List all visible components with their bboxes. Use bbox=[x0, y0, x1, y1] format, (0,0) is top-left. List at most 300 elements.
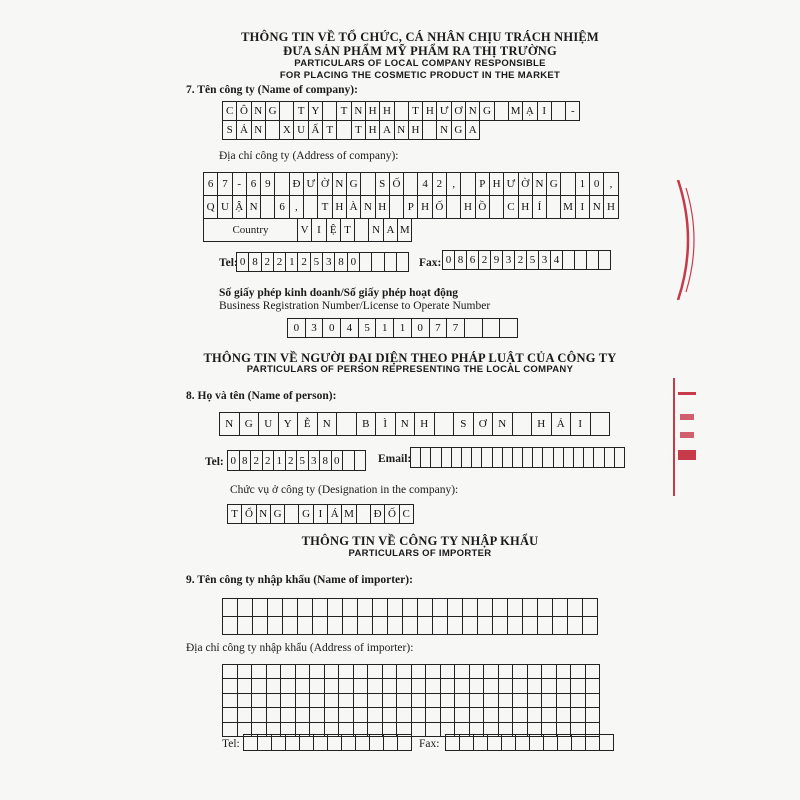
char-box[interactable]: 3 bbox=[309, 451, 321, 471]
importer-name-line1-boxes[interactable] bbox=[222, 598, 598, 617]
char-box[interactable] bbox=[568, 599, 583, 617]
char-box[interactable]: H bbox=[380, 102, 394, 121]
char-box[interactable] bbox=[568, 617, 583, 635]
char-box[interactable] bbox=[455, 708, 470, 722]
char-box[interactable] bbox=[343, 617, 358, 635]
importer-address-row[interactable] bbox=[222, 679, 600, 693]
importer-tel-boxes[interactable] bbox=[243, 734, 412, 751]
char-box[interactable]: N bbox=[252, 102, 266, 121]
char-box[interactable] bbox=[313, 599, 328, 617]
char-box[interactable]: 7 bbox=[447, 319, 465, 338]
char-box[interactable] bbox=[223, 599, 238, 617]
char-box[interactable] bbox=[488, 735, 502, 751]
char-box[interactable]: T bbox=[337, 102, 351, 121]
char-box[interactable]: N bbox=[533, 173, 547, 196]
char-box[interactable]: 6 bbox=[247, 173, 261, 196]
char-box[interactable] bbox=[594, 448, 604, 468]
char-box[interactable]: 9 bbox=[261, 173, 275, 196]
char-box[interactable] bbox=[223, 665, 238, 679]
char-box[interactable]: B bbox=[357, 413, 377, 436]
char-box[interactable]: I bbox=[538, 102, 552, 121]
char-box[interactable] bbox=[483, 319, 501, 338]
char-box[interactable] bbox=[339, 679, 354, 693]
char-box[interactable]: Ư bbox=[437, 102, 451, 121]
char-box[interactable] bbox=[426, 665, 441, 679]
char-box[interactable]: U bbox=[294, 121, 308, 140]
char-box[interactable] bbox=[383, 708, 398, 722]
char-box[interactable]: T bbox=[352, 121, 366, 140]
char-box[interactable] bbox=[584, 448, 594, 468]
char-box[interactable]: U bbox=[218, 196, 232, 219]
char-box[interactable] bbox=[370, 735, 384, 751]
char-box[interactable] bbox=[368, 694, 383, 708]
char-box[interactable] bbox=[238, 599, 253, 617]
char-box[interactable] bbox=[325, 679, 340, 693]
char-box[interactable] bbox=[513, 448, 523, 468]
char-box[interactable]: H bbox=[376, 196, 390, 219]
char-box[interactable]: 8 bbox=[455, 251, 467, 270]
char-box[interactable] bbox=[395, 102, 409, 121]
char-box[interactable]: G bbox=[240, 413, 260, 436]
char-box[interactable] bbox=[474, 735, 488, 751]
char-box[interactable] bbox=[328, 599, 343, 617]
char-box[interactable]: 2 bbox=[479, 251, 491, 270]
char-box[interactable]: 2 bbox=[515, 251, 527, 270]
char-box[interactable]: 2 bbox=[286, 451, 298, 471]
char-box[interactable] bbox=[339, 694, 354, 708]
importer-address-row[interactable] bbox=[222, 708, 600, 722]
char-box[interactable]: Í bbox=[533, 196, 547, 219]
char-box[interactable] bbox=[328, 735, 342, 751]
char-box[interactable] bbox=[528, 694, 543, 708]
char-box[interactable]: Ễ bbox=[298, 413, 318, 436]
char-box[interactable] bbox=[356, 735, 370, 751]
char-box[interactable] bbox=[538, 599, 553, 617]
char-box[interactable]: 0 bbox=[323, 319, 341, 338]
char-box[interactable]: 6 bbox=[204, 173, 218, 196]
char-box[interactable] bbox=[484, 708, 499, 722]
char-box[interactable]: N bbox=[252, 121, 266, 140]
char-box[interactable] bbox=[426, 679, 441, 693]
char-box[interactable]: - bbox=[566, 102, 580, 121]
char-box[interactable]: 3 bbox=[539, 251, 551, 270]
char-box[interactable]: M bbox=[561, 196, 575, 219]
char-box[interactable]: 5 bbox=[527, 251, 539, 270]
char-box[interactable] bbox=[543, 448, 553, 468]
char-box[interactable]: A bbox=[380, 121, 394, 140]
importer-address-boxes[interactable] bbox=[222, 664, 600, 737]
char-box[interactable]: G bbox=[299, 505, 313, 524]
char-box[interactable] bbox=[470, 679, 485, 693]
char-box[interactable]: Ư bbox=[504, 173, 518, 196]
char-box[interactable] bbox=[267, 694, 282, 708]
char-box[interactable] bbox=[493, 448, 503, 468]
char-box[interactable] bbox=[268, 599, 283, 617]
char-box[interactable] bbox=[499, 679, 514, 693]
char-box[interactable]: H bbox=[532, 413, 552, 436]
char-box[interactable]: G bbox=[347, 173, 361, 196]
char-box[interactable] bbox=[557, 708, 572, 722]
char-box[interactable]: Ạ bbox=[523, 102, 537, 121]
char-box[interactable]: H bbox=[519, 196, 533, 219]
char-box[interactable] bbox=[528, 665, 543, 679]
char-box[interactable]: , bbox=[604, 173, 618, 196]
char-box[interactable] bbox=[600, 735, 614, 751]
char-box[interactable] bbox=[591, 413, 611, 436]
char-box[interactable] bbox=[261, 196, 275, 219]
char-box[interactable] bbox=[385, 253, 397, 272]
char-box[interactable]: N bbox=[590, 196, 604, 219]
char-box[interactable] bbox=[586, 665, 601, 679]
char-box[interactable] bbox=[325, 694, 340, 708]
char-box[interactable]: N bbox=[395, 121, 409, 140]
char-box[interactable]: N bbox=[333, 173, 347, 196]
designation-boxes[interactable] bbox=[227, 504, 414, 524]
char-box[interactable]: Ờ bbox=[519, 173, 533, 196]
company-address-line2-boxes[interactable] bbox=[203, 195, 619, 219]
char-box[interactable] bbox=[325, 665, 340, 679]
char-box[interactable] bbox=[411, 448, 421, 468]
char-box[interactable]: Ô bbox=[237, 102, 251, 121]
char-box[interactable] bbox=[298, 599, 313, 617]
person-name-boxes[interactable] bbox=[219, 412, 610, 436]
char-box[interactable] bbox=[513, 708, 528, 722]
char-box[interactable]: S bbox=[223, 121, 237, 140]
char-box[interactable] bbox=[547, 196, 561, 219]
char-box[interactable]: Ì bbox=[376, 413, 396, 436]
char-box[interactable]: 0 bbox=[228, 451, 240, 471]
char-box[interactable] bbox=[478, 617, 493, 635]
char-box[interactable] bbox=[296, 694, 311, 708]
char-box[interactable]: N bbox=[493, 413, 513, 436]
char-box[interactable]: G bbox=[271, 505, 285, 524]
char-box[interactable] bbox=[310, 679, 325, 693]
char-box[interactable] bbox=[281, 694, 296, 708]
char-box[interactable] bbox=[557, 694, 572, 708]
char-box[interactable] bbox=[286, 735, 300, 751]
char-box[interactable]: T bbox=[294, 102, 308, 121]
char-box[interactable]: H bbox=[415, 413, 435, 436]
char-box[interactable]: Ả bbox=[237, 121, 251, 140]
char-box[interactable]: , bbox=[447, 173, 461, 196]
char-box[interactable]: 2 bbox=[263, 451, 275, 471]
char-box[interactable]: T bbox=[409, 102, 423, 121]
char-box[interactable] bbox=[354, 679, 369, 693]
char-box[interactable] bbox=[448, 617, 463, 635]
char-box[interactable]: - bbox=[233, 173, 247, 196]
char-box[interactable] bbox=[339, 665, 354, 679]
char-box[interactable] bbox=[267, 708, 282, 722]
char-box[interactable]: Q bbox=[204, 196, 218, 219]
char-box[interactable]: S bbox=[454, 413, 474, 436]
char-box[interactable] bbox=[238, 617, 253, 635]
char-box[interactable] bbox=[426, 723, 441, 737]
char-box[interactable]: Ả bbox=[552, 413, 572, 436]
char-box[interactable]: N bbox=[318, 413, 338, 436]
char-box[interactable]: 8 bbox=[249, 253, 261, 272]
char-box[interactable] bbox=[314, 735, 328, 751]
char-box[interactable] bbox=[339, 708, 354, 722]
char-box[interactable] bbox=[383, 679, 398, 693]
char-box[interactable] bbox=[571, 708, 586, 722]
char-box[interactable] bbox=[358, 617, 373, 635]
char-box[interactable] bbox=[538, 617, 553, 635]
char-box[interactable] bbox=[441, 694, 456, 708]
char-box[interactable] bbox=[587, 251, 599, 270]
char-box[interactable] bbox=[253, 599, 268, 617]
char-box[interactable] bbox=[223, 708, 238, 722]
char-box[interactable] bbox=[354, 665, 369, 679]
char-box[interactable] bbox=[398, 735, 412, 751]
char-box[interactable] bbox=[442, 448, 452, 468]
char-box[interactable] bbox=[484, 665, 499, 679]
char-box[interactable]: G bbox=[480, 102, 494, 121]
char-box[interactable] bbox=[373, 599, 388, 617]
char-box[interactable] bbox=[373, 617, 388, 635]
char-box[interactable]: G bbox=[452, 121, 466, 140]
char-box[interactable]: N bbox=[247, 196, 261, 219]
char-box[interactable] bbox=[455, 679, 470, 693]
company-fax-boxes[interactable] bbox=[442, 250, 611, 270]
char-box[interactable] bbox=[441, 665, 456, 679]
char-box[interactable] bbox=[455, 694, 470, 708]
char-box[interactable]: 0 bbox=[288, 319, 306, 338]
char-box[interactable] bbox=[508, 617, 523, 635]
char-box[interactable] bbox=[258, 735, 272, 751]
char-box[interactable]: H bbox=[333, 196, 347, 219]
char-box[interactable] bbox=[441, 679, 456, 693]
char-box[interactable] bbox=[586, 735, 600, 751]
char-box[interactable] bbox=[383, 665, 398, 679]
char-box[interactable]: 0 bbox=[348, 253, 360, 272]
char-box[interactable]: U bbox=[259, 413, 279, 436]
char-box[interactable]: 0 bbox=[443, 251, 455, 270]
char-box[interactable] bbox=[508, 599, 523, 617]
char-box[interactable] bbox=[554, 448, 564, 468]
char-box[interactable] bbox=[499, 708, 514, 722]
char-box[interactable] bbox=[516, 735, 530, 751]
char-box[interactable]: A bbox=[466, 121, 480, 140]
char-box[interactable]: 8 bbox=[240, 451, 252, 471]
char-box[interactable]: I bbox=[571, 413, 591, 436]
char-box[interactable] bbox=[513, 694, 528, 708]
char-box[interactable]: Ố bbox=[433, 196, 447, 219]
char-box[interactable] bbox=[252, 665, 267, 679]
char-box[interactable] bbox=[499, 665, 514, 679]
char-box[interactable] bbox=[470, 665, 485, 679]
country-boxes[interactable] bbox=[298, 219, 412, 242]
char-box[interactable] bbox=[421, 448, 431, 468]
char-box[interactable]: Ơ bbox=[474, 413, 494, 436]
char-box[interactable] bbox=[397, 253, 409, 272]
char-box[interactable] bbox=[300, 735, 314, 751]
char-box[interactable] bbox=[357, 505, 371, 524]
char-box[interactable] bbox=[390, 196, 404, 219]
char-box[interactable]: 4 bbox=[418, 173, 432, 196]
license-boxes[interactable] bbox=[287, 318, 518, 338]
char-box[interactable] bbox=[553, 617, 568, 635]
char-box[interactable] bbox=[298, 617, 313, 635]
char-box[interactable]: 3 bbox=[306, 319, 324, 338]
char-box[interactable] bbox=[455, 665, 470, 679]
char-box[interactable] bbox=[238, 679, 253, 693]
char-box[interactable]: 6 bbox=[467, 251, 479, 270]
char-box[interactable] bbox=[433, 617, 448, 635]
char-box[interactable]: 1 bbox=[576, 173, 590, 196]
char-box[interactable] bbox=[461, 173, 475, 196]
char-box[interactable] bbox=[418, 617, 433, 635]
char-box[interactable] bbox=[412, 723, 427, 737]
char-box[interactable]: H bbox=[366, 102, 380, 121]
char-box[interactable]: C bbox=[223, 102, 237, 121]
char-box[interactable] bbox=[397, 665, 412, 679]
char-box[interactable] bbox=[615, 448, 625, 468]
char-box[interactable] bbox=[244, 735, 258, 751]
char-box[interactable] bbox=[238, 665, 253, 679]
person-tel-boxes[interactable] bbox=[227, 450, 366, 471]
char-box[interactable] bbox=[355, 219, 369, 242]
char-box[interactable]: H bbox=[490, 173, 504, 196]
char-box[interactable] bbox=[267, 665, 282, 679]
char-box[interactable] bbox=[275, 173, 289, 196]
char-box[interactable] bbox=[462, 448, 472, 468]
char-box[interactable] bbox=[513, 679, 528, 693]
char-box[interactable] bbox=[368, 708, 383, 722]
char-box[interactable] bbox=[310, 694, 325, 708]
char-box[interactable]: H bbox=[418, 196, 432, 219]
char-box[interactable] bbox=[484, 694, 499, 708]
char-box[interactable] bbox=[412, 708, 427, 722]
char-box[interactable] bbox=[266, 121, 280, 140]
char-box[interactable] bbox=[296, 679, 311, 693]
char-box[interactable] bbox=[403, 599, 418, 617]
char-box[interactable] bbox=[441, 708, 456, 722]
char-box[interactable]: I bbox=[576, 196, 590, 219]
char-box[interactable] bbox=[571, 694, 586, 708]
char-box[interactable]: 9 bbox=[491, 251, 503, 270]
char-box[interactable]: P bbox=[404, 196, 418, 219]
char-box[interactable]: M bbox=[342, 505, 356, 524]
char-box[interactable] bbox=[472, 448, 482, 468]
char-box[interactable]: T bbox=[228, 505, 242, 524]
char-box[interactable]: 4 bbox=[341, 319, 359, 338]
char-box[interactable] bbox=[223, 723, 238, 737]
importer-fax-boxes[interactable] bbox=[445, 734, 614, 751]
char-box[interactable] bbox=[586, 694, 601, 708]
char-box[interactable] bbox=[383, 694, 398, 708]
char-box[interactable]: I bbox=[312, 219, 326, 242]
char-box[interactable]: X bbox=[280, 121, 294, 140]
char-box[interactable]: C bbox=[400, 505, 414, 524]
char-box[interactable]: N bbox=[352, 102, 366, 121]
char-box[interactable] bbox=[571, 679, 586, 693]
char-box[interactable] bbox=[502, 735, 516, 751]
char-box[interactable] bbox=[552, 102, 566, 121]
char-box[interactable]: 2 bbox=[251, 451, 263, 471]
char-box[interactable] bbox=[452, 448, 462, 468]
char-box[interactable] bbox=[533, 448, 543, 468]
char-box[interactable]: Ổ bbox=[242, 505, 256, 524]
char-box[interactable] bbox=[530, 735, 544, 751]
char-box[interactable]: 0 bbox=[412, 319, 430, 338]
char-box[interactable]: H bbox=[409, 121, 423, 140]
char-box[interactable]: Y bbox=[279, 413, 299, 436]
char-box[interactable] bbox=[448, 599, 463, 617]
char-box[interactable] bbox=[431, 448, 441, 468]
char-box[interactable] bbox=[500, 319, 518, 338]
char-box[interactable] bbox=[423, 121, 437, 140]
char-box[interactable] bbox=[223, 679, 238, 693]
company-name-line2-boxes[interactable] bbox=[222, 120, 480, 140]
char-box[interactable]: Ờ bbox=[318, 173, 332, 196]
char-box[interactable] bbox=[313, 617, 328, 635]
char-box[interactable] bbox=[272, 735, 286, 751]
char-box[interactable]: M bbox=[398, 219, 412, 242]
char-box[interactable]: , bbox=[290, 196, 304, 219]
char-box[interactable] bbox=[397, 679, 412, 693]
char-box[interactable] bbox=[358, 599, 373, 617]
char-box[interactable]: N bbox=[220, 413, 240, 436]
char-box[interactable]: Ấ bbox=[309, 121, 323, 140]
char-box[interactable] bbox=[337, 413, 357, 436]
char-box[interactable] bbox=[252, 679, 267, 693]
char-box[interactable]: Ố bbox=[385, 505, 399, 524]
char-box[interactable] bbox=[304, 196, 318, 219]
char-box[interactable] bbox=[542, 708, 557, 722]
char-box[interactable] bbox=[310, 665, 325, 679]
company-name-line1-boxes[interactable] bbox=[222, 101, 580, 121]
char-box[interactable] bbox=[463, 617, 478, 635]
char-box[interactable]: G bbox=[266, 102, 280, 121]
char-box[interactable] bbox=[557, 665, 572, 679]
char-box[interactable] bbox=[310, 708, 325, 722]
char-box[interactable]: N bbox=[437, 121, 451, 140]
char-box[interactable] bbox=[281, 708, 296, 722]
char-box[interactable]: V bbox=[298, 219, 312, 242]
char-box[interactable] bbox=[281, 665, 296, 679]
char-box[interactable] bbox=[368, 679, 383, 693]
char-box[interactable] bbox=[343, 599, 358, 617]
importer-address-row[interactable] bbox=[222, 694, 600, 708]
char-box[interactable]: 1 bbox=[286, 253, 298, 272]
char-box[interactable]: 0 bbox=[237, 253, 249, 272]
char-box[interactable]: À bbox=[347, 196, 361, 219]
char-box[interactable] bbox=[384, 735, 398, 751]
char-box[interactable]: 1 bbox=[394, 319, 412, 338]
char-box[interactable] bbox=[253, 617, 268, 635]
char-box[interactable] bbox=[523, 599, 538, 617]
char-box[interactable] bbox=[388, 617, 403, 635]
char-box[interactable] bbox=[463, 599, 478, 617]
char-box[interactable]: Ố bbox=[390, 173, 404, 196]
char-box[interactable] bbox=[285, 505, 299, 524]
char-box[interactable] bbox=[586, 708, 601, 722]
char-box[interactable] bbox=[553, 599, 568, 617]
char-box[interactable]: Ệ bbox=[327, 219, 341, 242]
char-box[interactable]: 5 bbox=[297, 451, 309, 471]
char-box[interactable] bbox=[528, 679, 543, 693]
char-box[interactable] bbox=[542, 679, 557, 693]
char-box[interactable]: N bbox=[361, 196, 375, 219]
char-box[interactable]: Ậ bbox=[233, 196, 247, 219]
importer-address-row[interactable] bbox=[222, 664, 600, 679]
char-box[interactable] bbox=[460, 735, 474, 751]
char-box[interactable] bbox=[283, 599, 298, 617]
char-box[interactable] bbox=[433, 599, 448, 617]
char-box[interactable]: 0 bbox=[332, 451, 344, 471]
char-box[interactable]: 3 bbox=[503, 251, 515, 270]
char-box[interactable] bbox=[252, 694, 267, 708]
